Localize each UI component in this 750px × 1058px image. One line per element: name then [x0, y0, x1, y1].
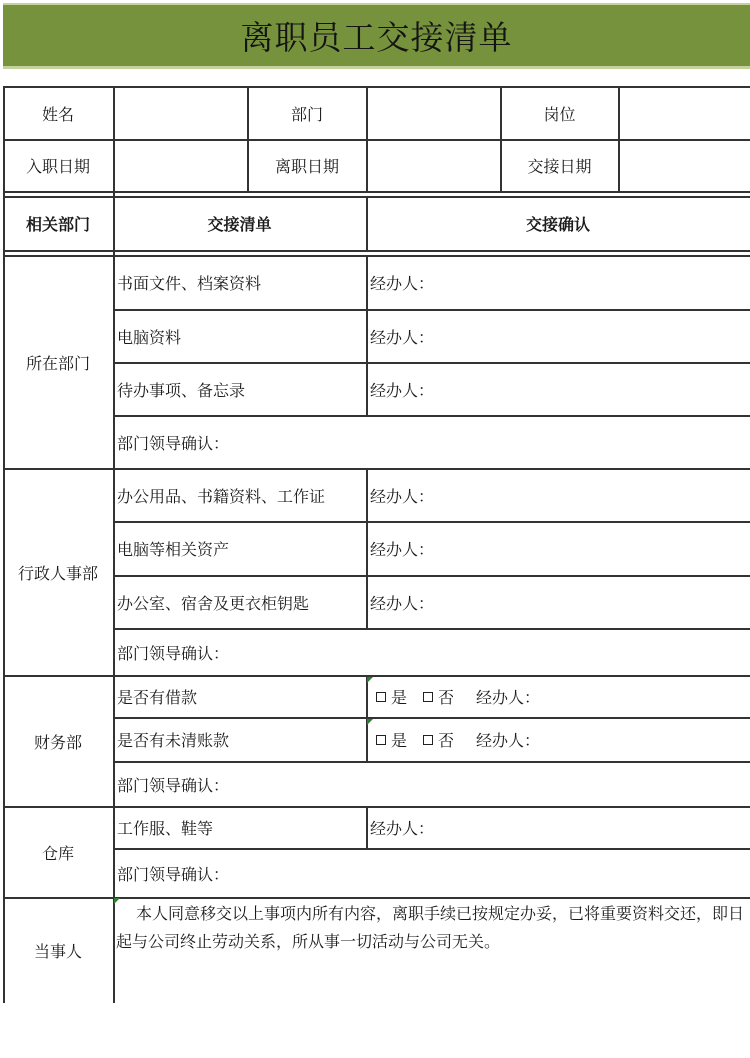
handover-item: 是否有借款 [117, 688, 198, 707]
section-dept-label: 仓库 [41, 843, 74, 863]
no-label: 否 [438, 731, 455, 750]
leader-confirm-field[interactable]: 部门领导确认： [117, 643, 230, 663]
dept-label: 部门 [290, 104, 323, 124]
handler-field[interactable]: 经办人： [370, 540, 435, 559]
checkbox-no[interactable] [423, 735, 433, 745]
position-label: 岗位 [543, 104, 576, 124]
party-statement: 本人同意移交以上事项内所有内容，离职手续已按规定办妥，已将重要资料交还，即日起与公司终止劳动关系，所从事一切活动与公司无关。 [116, 904, 745, 951]
unsettled-confirm-cell [366, 718, 750, 761]
column-header-dept: 相关部门 [25, 215, 90, 234]
handler-field[interactable]: 经办人： [476, 688, 541, 707]
column-header-list: 交接清单 [207, 215, 272, 234]
dept-field[interactable] [368, 87, 500, 139]
hire-date-field[interactable] [115, 140, 247, 191]
comment-marker-icon [367, 677, 373, 683]
checkbox-no[interactable] [423, 692, 433, 702]
handover-item: 是否有未清账款 [117, 731, 230, 750]
leave-date-label: 离职日期 [274, 157, 339, 176]
handler-field[interactable]: 经办人： [370, 593, 435, 613]
handover-item: 办公室、宿舍及更衣柜钥匙 [117, 593, 310, 613]
leader-confirm-field[interactable]: 部门领导确认： [117, 864, 230, 884]
yes-label: 是 [391, 688, 408, 707]
loan-confirm-cell [366, 676, 750, 717]
column-header-confirm: 交接确认 [525, 215, 590, 234]
title-bar [3, 3, 750, 69]
section-dept-label: 行政人事部 [17, 563, 98, 583]
leader-confirm-field[interactable]: 部门领导确认： [117, 775, 230, 795]
handover-item: 书面文件、档案资料 [117, 274, 262, 293]
no-label: 否 [438, 688, 455, 707]
hire-date-label: 入职日期 [25, 157, 90, 176]
handler-field[interactable]: 经办人： [370, 486, 435, 506]
handover-item: 办公用品、书籍资料、工作证 [117, 486, 326, 506]
name-label: 姓名 [41, 104, 74, 124]
handler-field[interactable]: 经办人： [370, 819, 435, 838]
position-field[interactable] [620, 87, 750, 139]
party-label: 当事人 [33, 942, 82, 961]
checkbox-yes[interactable] [376, 692, 386, 702]
section-dept-label: 所在部门 [25, 353, 90, 373]
handler-field[interactable]: 经办人： [370, 274, 435, 293]
checkbox-yes[interactable] [376, 735, 386, 745]
handover-item: 电脑资料 [117, 327, 182, 347]
divider [3, 250, 750, 252]
page-title: 离职员工交接清单 [240, 18, 513, 57]
divider [3, 191, 750, 193]
leave-date-field[interactable] [368, 140, 500, 191]
handover-item: 工作服、鞋等 [117, 819, 214, 838]
handler-field[interactable]: 经办人： [476, 731, 541, 750]
leader-confirm-field[interactable]: 部门领导确认： [117, 433, 230, 453]
handover-date-field[interactable] [620, 140, 750, 191]
section-dept-label: 财务部 [33, 732, 82, 752]
yes-label: 是 [391, 731, 408, 750]
handover-item: 电脑等相关资产 [117, 540, 230, 559]
name-field[interactable] [115, 87, 247, 139]
handover-item: 待办事项、备忘录 [117, 380, 246, 400]
handler-field[interactable]: 经办人： [370, 327, 435, 347]
comment-marker-icon [367, 719, 373, 725]
handler-field[interactable]: 经办人： [370, 380, 435, 400]
handover-date-label: 交接日期 [527, 157, 592, 176]
